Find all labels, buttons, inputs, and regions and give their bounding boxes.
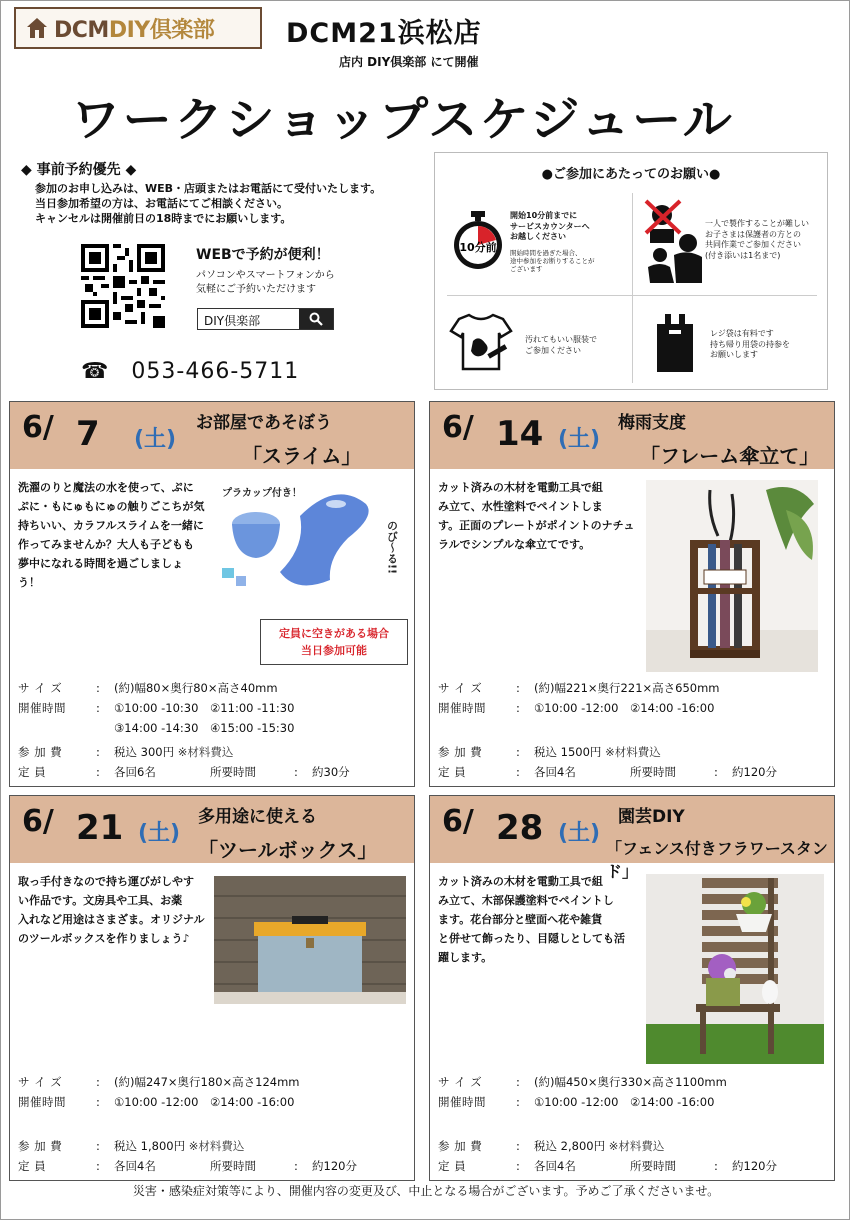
dcm-diy-logo [14,7,262,49]
date-month: 6/ [22,804,54,839]
workshop-card-umbrella-stand[interactable] [429,401,835,787]
phone-number[interactable]: ☎ 053-466-5711 [81,359,300,384]
search-box[interactable] [197,308,334,330]
date-weekday: (土) [134,427,177,452]
date-day: 7 [76,414,100,454]
timer-icon [451,209,505,271]
notice-arrival: 開始10分前までに サービスカウンターへ お越しください [510,211,590,241]
date-weekday: (土) [558,821,601,846]
date-day: 28 [496,808,544,848]
shirt-icon [449,311,513,373]
workshop-subtitle: お部屋であそぼう [196,413,332,433]
toolbox-photo [214,876,406,1004]
date-month: 6/ [442,410,474,445]
date-day: 14 [496,414,544,454]
web-reservation-text: パソコンやスマートフォンから 気軽にご予約いただけます [196,270,335,295]
search-button[interactable] [299,309,333,329]
date-month: 6/ [22,410,54,445]
notice-box [434,152,828,390]
workshop-description: カット済みの木材を電動工具で組 み立て、木部保護塗料でペイントし ます。花台部分と壁面へ花や雑貨 と併せて飾ったり、目隠しとしても活 躍します。 [438,875,625,964]
page-title: ワークショップスケジュール [71,93,734,148]
notice-children: 一人で製作することが難しい お子さまは保護者の方との 共同作業でご参加ください (付き添いは1名まで) [705,219,809,260]
workshop-description: 洗濯のりと魔法の水を使って、ぷに ぷに・もにゅもにゅの触りごこちが気 持ちいい、カラフルスライムを一緒に 作ってみませんか？大人も子どもも 夢中になれる時間を過ごしましょ う！ [18,481,205,589]
date-weekday: (土) [558,427,601,452]
workshop-card-toolbox[interactable] [9,795,415,1181]
venue-text: 店内 DIY倶楽部 にて開催 [339,55,479,69]
workshop-specs: サ イ ズ : (約)幅80×奥行80×高さ40mm 開催時間 : ①10:00 -10:30 ②11:00 -11:30 ③14:00 -14:30 ④15:00 -15:30 参 加 費 : 税込 300円 ※材料費込 定 員 : 各回6名 所要時間 : 約30分 [18,681,350,779]
reservation-heading: ◆ 事前予約優先 ◆ [21,162,137,178]
workshop-specs: サ イ ズ : (約)幅247×奥行180×高さ124mm 開催時間 : ①10:00 -12:00 ②14:00 -16:00 参 加 費 : 税込 1,800円 ※材料費込 定 員 : 各回4名 所要時間 : 約120分 [18,1075,357,1173]
parent-child-icon [640,197,708,285]
workshop-name: 「スライム」 [242,444,362,468]
workshop-description: 取っ手付きなので持ち運びがしやす い作品です。文房具や工具、お薬 入れなど用途はさまざま。オリジナル のツールボックスを作りましょう♪ [18,875,205,945]
qr-code[interactable] [81,244,165,328]
workshop-specs: サ イ ズ : (約)幅221×奥行221×高さ650mm 開催時間 : ①10:00 -12:00 ②14:00 -16:00 参 加 費 : 税込 1500円 ※材料費込 定 員 : 各回4名 所要時間 : 約120分 [438,681,777,779]
footer-disclaimer: 災害・感染症対策等により、開催内容の変更及び、中止となる場合がございます。予めご了承くださいませ。 [132,1184,720,1198]
search-text: DIY倶楽部 [204,314,261,328]
phone-icon: ☎ [81,359,110,384]
web-reservation-title: WEBで予約が便利！ [196,247,330,263]
workshop-name: 「フェンス付きフラワースタンド」 [606,839,828,881]
photo-caption-side: のび〜る!! [385,520,399,575]
workshop-name: 「フレーム傘立て」 [640,444,820,468]
workshop-description: カット済みの木材を電動工具で組 み立て、水性塗料でペイントしま す。正面のプレートがポイントのナチュ ラルでシンプルな傘立てです。 [438,481,635,551]
photo-caption: プラカップ付き！ [222,488,302,499]
notice-clothing: 汚れてもいい服装で ご参加ください [525,335,597,355]
timer-label: 10分前 [459,241,497,254]
workshop-specs: サ イ ズ : (約)幅450×奥行330×高さ1100mm 開催時間 : ①10:00 -12:00 ②14:00 -16:00 参 加 費 : 税込 2,800円 ※材料費込 定 員 : 各回4名 所要時間 : 約120分 [438,1075,777,1173]
umbrella-stand-photo [646,480,818,672]
workshop-subtitle: 多用途に使える [198,807,317,827]
walkin-badge: 定員に空きがある場合 当日参加可能 [260,619,408,665]
logo-text: DCMDIY倶楽部 [54,17,215,43]
store-name: DCM21浜松店 [286,18,482,49]
flower-stand-photo [646,874,824,1064]
house-icon [26,17,48,39]
workshop-card-flower-stand[interactable] [429,795,835,1181]
search-icon [309,312,323,326]
workshop-card-slime[interactable] [9,401,415,787]
shopping-bag-icon [653,310,697,374]
workshop-subtitle: 園芸DIY [618,807,685,827]
reservation-text: 参加のお申し込みは、WEB・店頭またはお電話にて受付いたします。 当日参加希望の方は、お電話にてご相談ください。 キャンセルは開催前日の18時までにお願いします。 [35,182,382,225]
date-month: 6/ [442,804,474,839]
slime-photo [216,476,408,600]
date-weekday: (土) [138,821,181,846]
notice-title: ●ご参加にあたってのお願い● [541,167,721,182]
notice-arrival-note: 開始時間を過ぎた場合、 途中参加をお断りすることが ございます [510,249,595,273]
date-day: 21 [76,808,124,848]
workshop-subtitle: 梅雨支度 [618,413,686,433]
workshop-name: 「ツールボックス」 [198,838,378,862]
notice-bag: レジ袋は有料です 持ち帰り用袋の持参を お願いします [710,329,790,359]
